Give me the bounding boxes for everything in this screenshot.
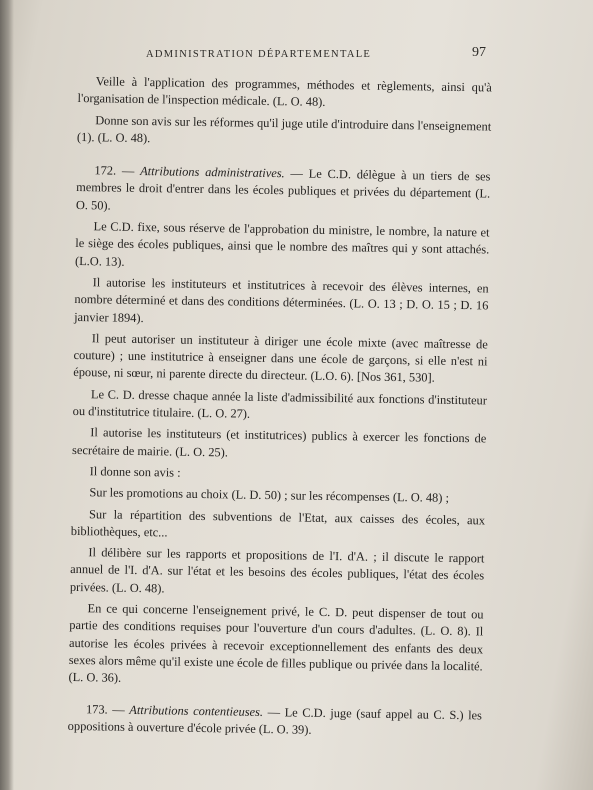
paragraph: Il délibère sur les rapports et propositions de l'I. d'A. ; il discute le rapport annuel de l'I. d'A. sur l'état et les besoins des écoles publiques, l'état des écoles privées. (L. O. 48). — [69, 545, 485, 596]
paragraph: En ce qui concerne l'enseignement privé, le C. D. peut dispenser de tout ou partie des conditions requises pour l'ouverture d'un cours d'adultes. (L. O. 8). Il autorise les écoles privées à recevoir exceptionnellement des enfants des deux sexes alors même qu'il existe une école de filles publique ou privée dans la localité. (L. O. 36). — [68, 601, 484, 685]
paragraph: Il autorise les instituteurs (et institutrices) publics à exercer les fonctions de secrétaire de mairie. (L. O. 25). — [71, 425, 487, 460]
paragraph: Le C.D. fixe, sous réserve de l'approbation du ministre, le nombre, la nature et le siège des écoles publiques, ainsi que le nombre des maîtres qui y sont attachés. (L.O. 13). — [74, 219, 490, 269]
page-number: 97 — [472, 45, 486, 60]
paragraph: Il donne son avis : — [89, 464, 181, 480]
paragraph: Il autorise les instituteurs et institutrices à recevoir des élèves internes, en nombre déterminé et dans des conditions déterminées. (L. O. 13 ; D. O. 15 ; D. 16 janvier 1894). — [74, 275, 489, 325]
section-173 — [68, 700, 482, 741]
section-172 — [76, 162, 491, 220]
paragraph: Sur la répartition des subventions de l'Etat, aux caisses des écoles, aux bibliothèques, etc... — [70, 506, 486, 540]
paragraph: Le C. D. dresse chaque année la liste d'admissibilité aux fonctions d'instituteur ou d'institutrice titulaire. (L. O. 27). — [72, 386, 488, 421]
paragraph: Sur les promotions au choix (L. D. 50) ; sur les récompenses (L. O. 48) ; — [89, 485, 450, 506]
section-number: 172. — — [94, 163, 135, 179]
paragraph: Il peut autoriser un instituteur à diriger une école mixte (avec maîtresse de couture) ; une institutrice à enseigner dans une école de garçons, si elle n'est ni épouse, ni sœur, ni parente directe du directeur. (L.O. 6). [Nos 361, 530]. — [73, 331, 488, 386]
body-text — [68, 73, 492, 746]
running-header — [120, 45, 486, 65]
header-title: ADMINISTRATION DÉPARTEMENTALE — [146, 49, 372, 60]
section-title: Attributions administratives. — [140, 164, 285, 181]
section-body: — Le C.D. délègue à un tiers de ses membres le droit d'entrer dans les écoles publiques et privées du département (L. O. 50). — [75, 166, 491, 213]
section-number: 173. — — [85, 701, 125, 717]
section-title: Attributions contentieuses. — [129, 702, 264, 719]
paragraph: Donne son avis sur les réformes qu'il juge utile d'introduire dans l'enseignement (1). (L. O. 48). — [76, 112, 492, 146]
section-body: — Le C.D. juge (sauf appel au C. S.) les oppositions à ouverture d'école privée (L. O. 39). — [67, 704, 483, 737]
paragraph: Veille à l'application des programmes, méthodes et règlements, ainsi qu'à l'organisation de l'inspection médicale. (L. O. 48). — [77, 74, 492, 110]
page-binding-shadow — [0, 0, 14, 790]
